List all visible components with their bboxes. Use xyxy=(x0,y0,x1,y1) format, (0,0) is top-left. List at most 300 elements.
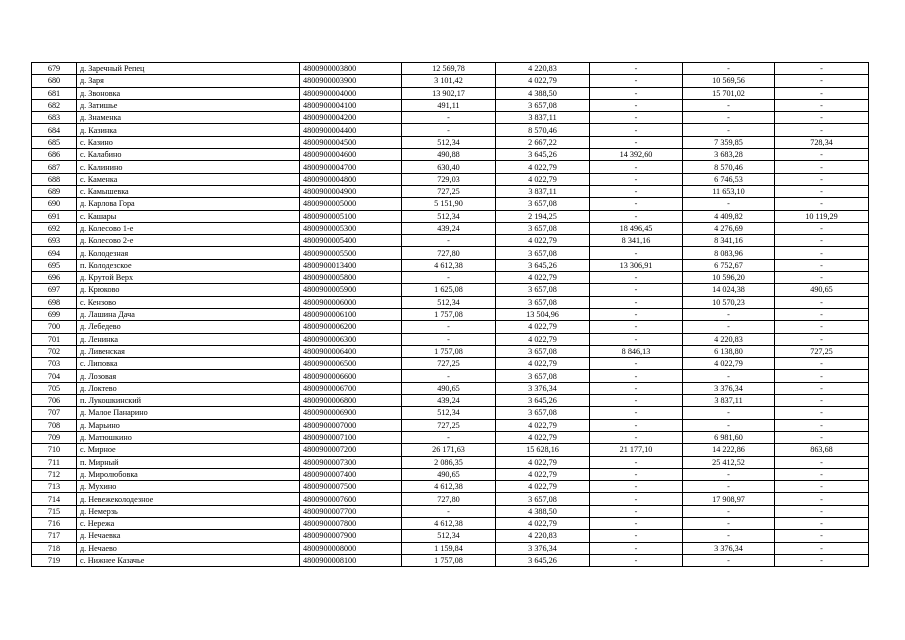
settlement-name-cell: д. Звоновка xyxy=(77,87,300,99)
row-number-cell: 689 xyxy=(32,185,77,197)
row-number-cell: 685 xyxy=(32,136,77,148)
row-number-cell: 704 xyxy=(32,370,77,382)
value-col-1-cell: 727,80 xyxy=(402,493,496,505)
settlement-name-cell: с. Калабино xyxy=(77,149,300,161)
value-col-5-cell: - xyxy=(775,382,869,394)
value-col-2-cell: 4 388,50 xyxy=(496,505,590,517)
oktmo-code-cell: 4800900007900 xyxy=(300,530,402,542)
value-col-2-cell: 3 657,08 xyxy=(496,222,590,234)
value-col-4-cell: 10 596,20 xyxy=(683,272,775,284)
value-col-3-cell: 21 177,10 xyxy=(590,444,683,456)
table-body xyxy=(32,63,869,567)
value-col-2-cell: 4 220,83 xyxy=(496,530,590,542)
value-col-1-cell: - xyxy=(402,370,496,382)
row-number-cell: 707 xyxy=(32,407,77,419)
value-col-4-cell: 14 222,86 xyxy=(683,444,775,456)
table-row xyxy=(32,296,869,308)
value-col-1-cell: 439,24 xyxy=(402,222,496,234)
oktmo-code-cell: 4800900004700 xyxy=(300,161,402,173)
value-col-4-cell: 11 653,10 xyxy=(683,185,775,197)
value-col-4-cell: - xyxy=(683,481,775,493)
value-col-4-cell: 4 022,79 xyxy=(683,358,775,370)
row-number-cell: 712 xyxy=(32,468,77,480)
row-number-cell: 692 xyxy=(32,222,77,234)
settlement-name-cell: д. Крюково xyxy=(77,284,300,296)
value-col-2-cell: 3 645,26 xyxy=(496,395,590,407)
oktmo-code-cell: 4800900006900 xyxy=(300,407,402,419)
value-col-4-cell: 10 569,56 xyxy=(683,75,775,87)
value-col-3-cell: - xyxy=(590,173,683,185)
value-col-3-cell: - xyxy=(590,456,683,468)
oktmo-code-cell: 4800900007000 xyxy=(300,419,402,431)
value-col-4-cell: 25 412,52 xyxy=(683,456,775,468)
value-col-2-cell: 4 022,79 xyxy=(496,358,590,370)
value-col-2-cell: 4 022,79 xyxy=(496,235,590,247)
oktmo-code-cell: 4800900005400 xyxy=(300,235,402,247)
table-row xyxy=(32,198,869,210)
settlement-name-cell: п. Лукошкинский xyxy=(77,395,300,407)
value-col-5-cell: - xyxy=(775,99,869,111)
value-col-1-cell: 4 612,38 xyxy=(402,517,496,529)
table-row xyxy=(32,308,869,320)
value-col-1-cell: 490,65 xyxy=(402,468,496,480)
value-col-4-cell: 8 570,46 xyxy=(683,161,775,173)
oktmo-code-cell: 4800900005000 xyxy=(300,198,402,210)
table-row xyxy=(32,259,869,271)
value-col-3-cell: - xyxy=(590,493,683,505)
value-col-3-cell: - xyxy=(590,75,683,87)
value-col-2-cell: 2 667,22 xyxy=(496,136,590,148)
value-col-5-cell: - xyxy=(775,235,869,247)
value-col-3-cell: - xyxy=(590,321,683,333)
value-col-4-cell: 8 083,96 xyxy=(683,247,775,259)
settlement-name-cell: с. Нережа xyxy=(77,517,300,529)
oktmo-code-cell: 4800900005900 xyxy=(300,284,402,296)
value-col-1-cell: - xyxy=(402,333,496,345)
settlement-name-cell: д. Заречный Репец xyxy=(77,63,300,75)
value-col-1-cell: 512,34 xyxy=(402,296,496,308)
row-number-cell: 703 xyxy=(32,358,77,370)
value-col-2-cell: 3 657,08 xyxy=(496,407,590,419)
value-col-4-cell: 3 376,34 xyxy=(683,542,775,554)
oktmo-code-cell: 4800900006800 xyxy=(300,395,402,407)
value-col-3-cell: - xyxy=(590,296,683,308)
value-col-2-cell: 3 645,26 xyxy=(496,149,590,161)
oktmo-code-cell: 4800900005100 xyxy=(300,210,402,222)
value-col-2-cell: 4 022,79 xyxy=(496,321,590,333)
value-col-2-cell: 4 022,79 xyxy=(496,173,590,185)
row-number-cell: 716 xyxy=(32,517,77,529)
value-col-3-cell: - xyxy=(590,272,683,284)
value-col-2-cell: 3 657,08 xyxy=(496,99,590,111)
table-row xyxy=(32,505,869,517)
value-col-2-cell: 3 376,34 xyxy=(496,382,590,394)
value-col-1-cell: 13 902,17 xyxy=(402,87,496,99)
value-col-4-cell: 3 376,34 xyxy=(683,382,775,394)
row-number-cell: 688 xyxy=(32,173,77,185)
value-col-1-cell: - xyxy=(402,272,496,284)
value-col-1-cell: 512,34 xyxy=(402,136,496,148)
value-col-5-cell: - xyxy=(775,333,869,345)
value-col-3-cell: - xyxy=(590,554,683,566)
oktmo-code-cell: 4800900006700 xyxy=(300,382,402,394)
value-col-2-cell: 4 388,50 xyxy=(496,87,590,99)
row-number-cell: 683 xyxy=(32,112,77,124)
value-col-1-cell: - xyxy=(402,321,496,333)
value-col-3-cell: - xyxy=(590,370,683,382)
row-number-cell: 701 xyxy=(32,333,77,345)
row-number-cell: 686 xyxy=(32,149,77,161)
value-col-4-cell: - xyxy=(683,370,775,382)
value-col-1-cell: - xyxy=(402,431,496,443)
value-col-2-cell: 4 022,79 xyxy=(496,333,590,345)
value-col-4-cell: 6 138,80 xyxy=(683,345,775,357)
value-col-1-cell: 5 151,90 xyxy=(402,198,496,210)
value-col-5-cell: - xyxy=(775,517,869,529)
table-row xyxy=(32,272,869,284)
value-col-5-cell: - xyxy=(775,161,869,173)
value-col-3-cell: - xyxy=(590,87,683,99)
row-number-cell: 713 xyxy=(32,481,77,493)
value-col-2-cell: 4 022,79 xyxy=(496,161,590,173)
settlement-name-cell: д. Малое Панарино xyxy=(77,407,300,419)
value-col-3-cell: - xyxy=(590,431,683,443)
settlement-name-cell: д. Нечаево xyxy=(77,542,300,554)
table-row xyxy=(32,481,869,493)
table-row xyxy=(32,419,869,431)
settlement-name-cell: с. Каменка xyxy=(77,173,300,185)
settlement-name-cell: д. Мухино xyxy=(77,481,300,493)
value-col-5-cell: - xyxy=(775,272,869,284)
row-number-cell: 714 xyxy=(32,493,77,505)
oktmo-code-cell: 4800900004100 xyxy=(300,99,402,111)
value-col-5-cell: - xyxy=(775,198,869,210)
value-col-5-cell: - xyxy=(775,370,869,382)
value-col-4-cell: - xyxy=(683,554,775,566)
table-row xyxy=(32,395,869,407)
value-col-2-cell: 13 504,96 xyxy=(496,308,590,320)
row-number-cell: 681 xyxy=(32,87,77,99)
row-number-cell: 711 xyxy=(32,456,77,468)
settlement-name-cell: д. Затишье xyxy=(77,99,300,111)
value-col-1-cell: 512,34 xyxy=(402,407,496,419)
value-col-1-cell: 729,03 xyxy=(402,173,496,185)
value-col-1-cell: 1 159,84 xyxy=(402,542,496,554)
table-row xyxy=(32,87,869,99)
oktmo-code-cell: 4800900004400 xyxy=(300,124,402,136)
value-col-3-cell: - xyxy=(590,124,683,136)
settlement-name-cell: д. Матюшкино xyxy=(77,431,300,443)
value-col-3-cell: - xyxy=(590,185,683,197)
value-col-5-cell: - xyxy=(775,456,869,468)
value-col-5-cell: - xyxy=(775,431,869,443)
value-col-1-cell: 26 171,63 xyxy=(402,444,496,456)
value-col-5-cell: 727,25 xyxy=(775,345,869,357)
value-col-1-cell: 512,34 xyxy=(402,530,496,542)
value-col-1-cell: - xyxy=(402,235,496,247)
value-col-4-cell: - xyxy=(683,321,775,333)
row-number-cell: 710 xyxy=(32,444,77,456)
value-col-4-cell: 6 981,60 xyxy=(683,431,775,443)
row-number-cell: 698 xyxy=(32,296,77,308)
value-col-3-cell: - xyxy=(590,481,683,493)
settlement-name-cell: п. Мирный xyxy=(77,456,300,468)
oktmo-code-cell: 4800900007500 xyxy=(300,481,402,493)
value-col-2-cell: 3 645,26 xyxy=(496,259,590,271)
row-number-cell: 719 xyxy=(32,554,77,566)
oktmo-code-cell: 4800900003900 xyxy=(300,75,402,87)
value-col-2-cell: 4 220,83 xyxy=(496,63,590,75)
row-number-cell: 684 xyxy=(32,124,77,136)
value-col-5-cell: 10 119,29 xyxy=(775,210,869,222)
settlement-name-cell: с. Камышевка xyxy=(77,185,300,197)
table-row xyxy=(32,63,869,75)
value-col-3-cell: - xyxy=(590,419,683,431)
settlement-name-cell: с. Калинино xyxy=(77,161,300,173)
value-col-1-cell: 491,11 xyxy=(402,99,496,111)
value-col-3-cell: - xyxy=(590,407,683,419)
oktmo-code-cell: 4800900007300 xyxy=(300,456,402,468)
value-col-3-cell: - xyxy=(590,136,683,148)
row-number-cell: 718 xyxy=(32,542,77,554)
row-number-cell: 705 xyxy=(32,382,77,394)
value-col-2-cell: 2 194,25 xyxy=(496,210,590,222)
value-col-3-cell: - xyxy=(590,333,683,345)
oktmo-code-cell: 4800900006200 xyxy=(300,321,402,333)
value-col-5-cell: - xyxy=(775,493,869,505)
settlement-name-cell: д. Знаменка xyxy=(77,112,300,124)
value-col-4-cell: - xyxy=(683,198,775,210)
table-row xyxy=(32,517,869,529)
value-col-2-cell: 4 022,79 xyxy=(496,419,590,431)
value-col-1-cell: 4 612,38 xyxy=(402,481,496,493)
settlement-name-cell: д. Нечаевка xyxy=(77,530,300,542)
value-col-4-cell: - xyxy=(683,308,775,320)
value-col-2-cell: 3 645,26 xyxy=(496,554,590,566)
value-col-3-cell: 8 341,16 xyxy=(590,235,683,247)
row-number-cell: 700 xyxy=(32,321,77,333)
value-col-4-cell: 6 746,53 xyxy=(683,173,775,185)
oktmo-code-cell: 4800900008000 xyxy=(300,542,402,554)
value-col-1-cell: 512,34 xyxy=(402,210,496,222)
value-col-4-cell: - xyxy=(683,407,775,419)
row-number-cell: 679 xyxy=(32,63,77,75)
value-col-4-cell: - xyxy=(683,63,775,75)
table-row xyxy=(32,247,869,259)
value-col-5-cell: - xyxy=(775,149,869,161)
settlement-name-cell: с. Кензово xyxy=(77,296,300,308)
table-row xyxy=(32,161,869,173)
table-row xyxy=(32,185,869,197)
table-row xyxy=(32,444,869,456)
table-row xyxy=(32,542,869,554)
value-col-5-cell: - xyxy=(775,321,869,333)
value-col-4-cell: 15 701,02 xyxy=(683,87,775,99)
value-col-2-cell: 3 657,08 xyxy=(496,493,590,505)
settlement-name-cell: д. Ленинка xyxy=(77,333,300,345)
value-col-5-cell: - xyxy=(775,468,869,480)
table-row xyxy=(32,333,869,345)
value-col-2-cell: 3 657,08 xyxy=(496,345,590,357)
oktmo-code-cell: 4800900004000 xyxy=(300,87,402,99)
value-col-1-cell: 727,25 xyxy=(402,419,496,431)
value-col-5-cell: - xyxy=(775,554,869,566)
oktmo-code-cell: 4800900005800 xyxy=(300,272,402,284)
table-row xyxy=(32,493,869,505)
value-col-3-cell: - xyxy=(590,517,683,529)
value-col-3-cell: - xyxy=(590,210,683,222)
oktmo-code-cell: 4800900004500 xyxy=(300,136,402,148)
value-col-5-cell: - xyxy=(775,222,869,234)
value-col-1-cell: - xyxy=(402,505,496,517)
value-col-4-cell: - xyxy=(683,468,775,480)
value-col-3-cell: 14 392,60 xyxy=(590,149,683,161)
settlement-name-cell: д. Лебедево xyxy=(77,321,300,333)
settlement-name-cell: д. Лашина Дача xyxy=(77,308,300,320)
value-col-5-cell: - xyxy=(775,395,869,407)
table-row xyxy=(32,222,869,234)
row-number-cell: 708 xyxy=(32,419,77,431)
value-col-2-cell: 3 837,11 xyxy=(496,112,590,124)
value-col-5-cell: 863,68 xyxy=(775,444,869,456)
value-col-1-cell: - xyxy=(402,112,496,124)
settlement-name-cell: д. Ливенская xyxy=(77,345,300,357)
value-col-5-cell: - xyxy=(775,358,869,370)
value-col-2-cell: 3 657,08 xyxy=(496,284,590,296)
value-col-4-cell: 4 409,82 xyxy=(683,210,775,222)
value-col-1-cell: 727,80 xyxy=(402,247,496,259)
value-col-1-cell: 1 757,08 xyxy=(402,308,496,320)
settlement-name-cell: с. Липовка xyxy=(77,358,300,370)
value-col-2-cell: 4 022,79 xyxy=(496,468,590,480)
value-col-3-cell: - xyxy=(590,382,683,394)
value-col-4-cell: - xyxy=(683,505,775,517)
value-col-4-cell: 4 276,69 xyxy=(683,222,775,234)
row-number-cell: 687 xyxy=(32,161,77,173)
value-col-3-cell: - xyxy=(590,505,683,517)
value-col-4-cell: 6 752,67 xyxy=(683,259,775,271)
row-number-cell: 706 xyxy=(32,395,77,407)
oktmo-code-cell: 4800900006600 xyxy=(300,370,402,382)
oktmo-code-cell: 4800900006100 xyxy=(300,308,402,320)
settlement-name-cell: с. Казино xyxy=(77,136,300,148)
table-row xyxy=(32,99,869,111)
row-number-cell: 699 xyxy=(32,308,77,320)
oktmo-code-cell: 4800900008100 xyxy=(300,554,402,566)
value-col-5-cell: - xyxy=(775,419,869,431)
value-col-5-cell: - xyxy=(775,259,869,271)
settlement-name-cell: с. Кашары xyxy=(77,210,300,222)
settlement-name-cell: д. Немерзь xyxy=(77,505,300,517)
table-row xyxy=(32,530,869,542)
value-col-1-cell: 630,40 xyxy=(402,161,496,173)
table-row xyxy=(32,554,869,566)
value-col-1-cell: 490,88 xyxy=(402,149,496,161)
value-col-4-cell: 7 359,85 xyxy=(683,136,775,148)
value-col-2-cell: 3 657,08 xyxy=(496,247,590,259)
value-col-5-cell: - xyxy=(775,530,869,542)
table-row xyxy=(32,431,869,443)
value-col-1-cell: 727,25 xyxy=(402,358,496,370)
value-col-5-cell: - xyxy=(775,247,869,259)
table-row xyxy=(32,468,869,480)
value-col-2-cell: 8 570,46 xyxy=(496,124,590,136)
value-col-5-cell: - xyxy=(775,542,869,554)
value-col-4-cell: 4 220,83 xyxy=(683,333,775,345)
settlement-name-cell: п. Колодезское xyxy=(77,259,300,271)
row-number-cell: 709 xyxy=(32,431,77,443)
value-col-2-cell: 4 022,79 xyxy=(496,517,590,529)
value-col-4-cell: 10 570,23 xyxy=(683,296,775,308)
row-number-cell: 695 xyxy=(32,259,77,271)
oktmo-code-cell: 4800900006300 xyxy=(300,333,402,345)
settlement-name-cell: д. Миролюбовка xyxy=(77,468,300,480)
table-row xyxy=(32,370,869,382)
value-col-1-cell: 1 757,08 xyxy=(402,345,496,357)
row-number-cell: 702 xyxy=(32,345,77,357)
row-number-cell: 717 xyxy=(32,530,77,542)
value-col-4-cell: - xyxy=(683,419,775,431)
value-col-4-cell: - xyxy=(683,99,775,111)
value-col-3-cell: - xyxy=(590,468,683,480)
settlement-name-cell: д. Казинка xyxy=(77,124,300,136)
oktmo-code-cell: 4800900006000 xyxy=(300,296,402,308)
value-col-5-cell: - xyxy=(775,308,869,320)
settlement-name-cell: д. Заря xyxy=(77,75,300,87)
table-row xyxy=(32,173,869,185)
value-col-5-cell: - xyxy=(775,173,869,185)
table-row xyxy=(32,321,869,333)
table-row xyxy=(32,210,869,222)
value-col-2-cell: 3 657,08 xyxy=(496,198,590,210)
value-col-1-cell: 4 612,38 xyxy=(402,259,496,271)
row-number-cell: 691 xyxy=(32,210,77,222)
value-col-5-cell: - xyxy=(775,505,869,517)
value-col-2-cell: 3 376,34 xyxy=(496,542,590,554)
oktmo-code-cell: 4800900004200 xyxy=(300,112,402,124)
settlement-name-cell: д. Крутой Верх xyxy=(77,272,300,284)
value-col-3-cell: - xyxy=(590,99,683,111)
table-row xyxy=(32,149,869,161)
row-number-cell: 690 xyxy=(32,198,77,210)
value-col-5-cell: - xyxy=(775,87,869,99)
value-col-4-cell: - xyxy=(683,517,775,529)
settlement-name-cell: с. Мирное xyxy=(77,444,300,456)
value-col-3-cell: 18 496,45 xyxy=(590,222,683,234)
value-col-1-cell: 727,25 xyxy=(402,185,496,197)
table-row xyxy=(32,284,869,296)
row-number-cell: 715 xyxy=(32,505,77,517)
value-col-5-cell: 728,34 xyxy=(775,136,869,148)
row-number-cell: 680 xyxy=(32,75,77,87)
oktmo-code-cell: 4800900006400 xyxy=(300,345,402,357)
value-col-1-cell: 1 757,08 xyxy=(402,554,496,566)
table-row xyxy=(32,456,869,468)
value-col-5-cell: - xyxy=(775,63,869,75)
value-col-2-cell: 3 657,08 xyxy=(496,370,590,382)
value-col-3-cell: - xyxy=(590,198,683,210)
value-col-4-cell: - xyxy=(683,530,775,542)
value-col-3-cell: 13 306,91 xyxy=(590,259,683,271)
value-col-3-cell: - xyxy=(590,247,683,259)
value-col-1-cell: 439,24 xyxy=(402,395,496,407)
settlement-name-cell: д. Колесово 1-е xyxy=(77,222,300,234)
row-number-cell: 694 xyxy=(32,247,77,259)
oktmo-code-cell: 4800900004900 xyxy=(300,185,402,197)
oktmo-code-cell: 4800900007100 xyxy=(300,431,402,443)
table-row xyxy=(32,382,869,394)
value-col-5-cell: - xyxy=(775,296,869,308)
